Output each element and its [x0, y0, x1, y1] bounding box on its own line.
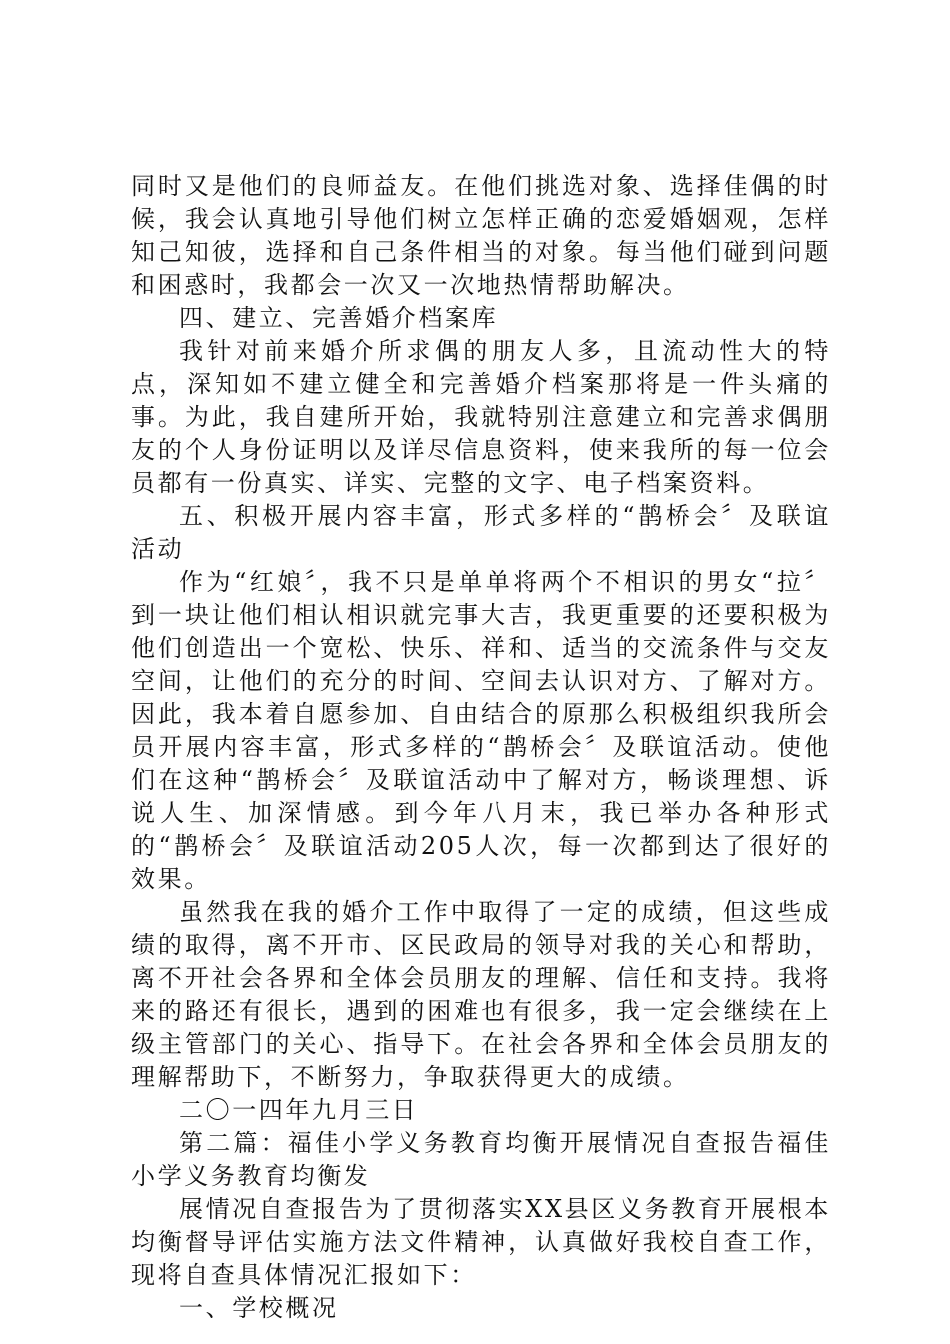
paragraph-activities: 作为“红娘〞，我不只是单单将两个不相识的男女“拉〞到一块让他们相认相识就完事大吉，我更重要的还要积极为他们创造出一个宽松、快乐、祥和、适当的交流条件与交友空间，让他们的充分的时间、空间去认识对方、了解对方。因此，我本着自愿参加、自由结合的原那么积极组织我所会员开展内容丰富，形式多样的“鹊桥会〞及联谊活动。使他们在这种“鹊桥会〞及联谊活动中了解对方，畅谈理想、诉说人生、加深情感。到今年八月末，我已举办各种形式的“鹊桥会〞及联谊活动205人次，每一次都到达了很好的效果。 [131, 568, 831, 893]
paragraph-1: 同时又是他们的良师益友。在他们挑选对象、选择佳偶的时候，我会认真地引导他们树立怎样正确的恋爱婚姻观，怎样知己知彼，选择和自己条件相当的对象。每当他们碰到问题和困惑时，我都会一次又一次地热情帮助解决。 [131, 172, 831, 299]
document-body [131, 170, 831, 1325]
part-two-title: 第二篇：福佳小学义务教育均衡开展情况自查报告福佳小学义务教育均衡发 [131, 1129, 831, 1190]
section-heading-activities: 五、积极开展内容丰富，形式多样的“鹊桥会〞及联谊活动 [131, 502, 831, 563]
section-heading-school-overview: 一、学校概况 [179, 1294, 339, 1322]
section-heading-archive: 四、建立、完善婚介档案库 [179, 304, 499, 332]
document-date: 二〇一四年九月三日 [179, 1096, 419, 1124]
paragraph-archive: 我针对前来婚介所求偶的朋友人多，且流动性大的特点，深知如不建立健全和完善婚介档案那将是一件头痛的事。为此，我自建所开始，我就特别注意建立和完善求偶朋友的个人身份证明以及详尽信息资料，使来我所的每一位会员都有一份真实、详实、完整的文字、电子档案资料。 [131, 337, 831, 497]
paragraph-report-intro: 展情况自查报告为了贯彻落实XX县区义务教育开展根本均衡督导评估实施方法文件精神，认真做好我校自查工作，现将自查具体情况汇报如下： [131, 1195, 831, 1289]
paragraph-conclusion: 虽然我在我的婚介工作中取得了一定的成绩，但这些成绩的取得，离不开市、区民政局的领导对我的关心和帮助，离不开社会各界和全体会员朋友的理解、信任和支持。我将来的路还有很长，遇到的困难也有很多，我一定会继续在上级主管部门的关心、指导下。在社会各界和全体会员朋友的理解帮助下，不断努力，争取获得更大的成绩。 [131, 898, 831, 1091]
